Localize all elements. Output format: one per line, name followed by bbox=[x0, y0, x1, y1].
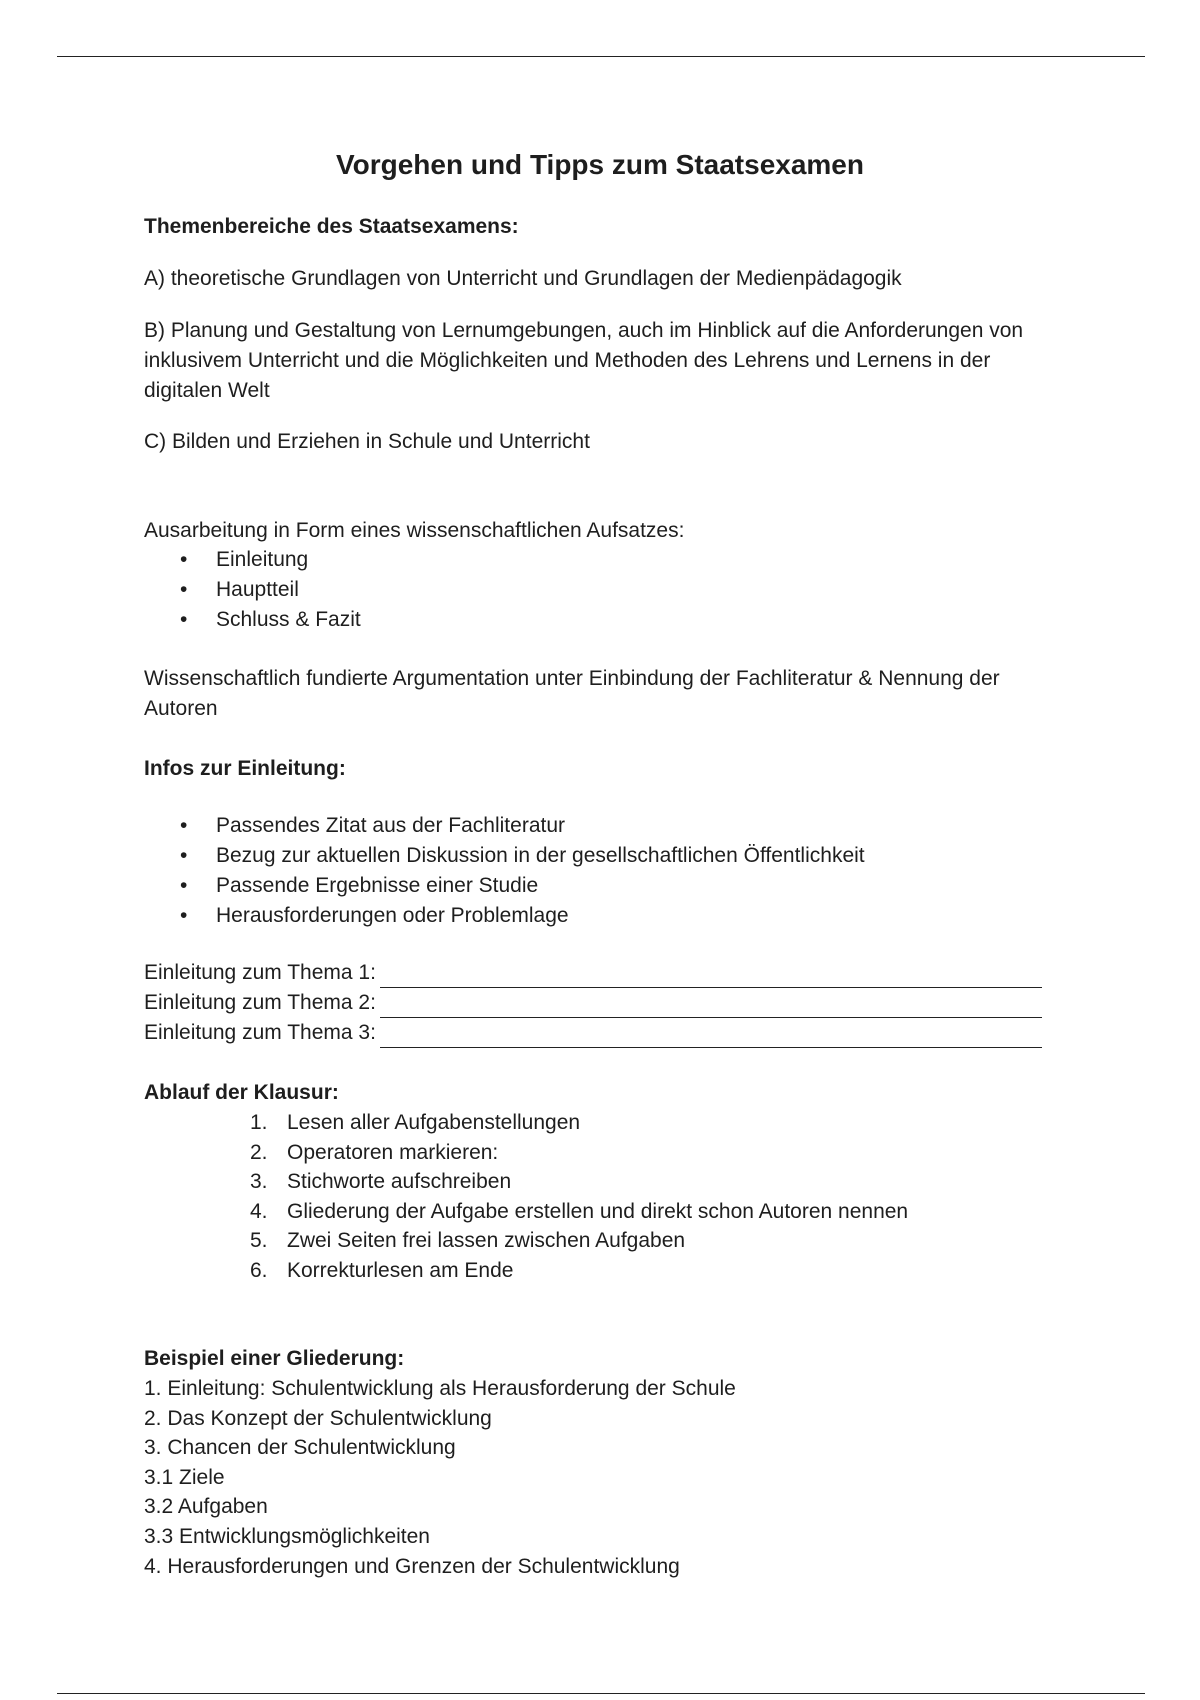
themen-heading: Themenbereiche des Staatsexamens: bbox=[144, 215, 519, 238]
list-item: • Einleitung bbox=[144, 545, 1064, 575]
einleitung-heading: Infos zur Einleitung: bbox=[144, 757, 346, 780]
einleitung-lines bbox=[144, 958, 1064, 1048]
fill-line[interactable] bbox=[380, 1025, 1042, 1048]
list-item: • Passendes Zitat aus der Fachliteratur bbox=[144, 811, 1064, 841]
step-number: 5. bbox=[250, 1229, 268, 1252]
argumentation-text: Wissenschaftlich fundierte Argumentation unter Einbindung der Fachliteratur & Nennung der Autoren bbox=[144, 667, 1000, 720]
fill-line-row bbox=[144, 988, 1064, 1018]
ablauf-heading: Ablauf der Klausur: bbox=[144, 1081, 339, 1104]
list-item: 3.3 Entwicklungsmöglichkeiten bbox=[144, 1524, 430, 1548]
step-number: 6. bbox=[250, 1258, 268, 1282]
ablauf-list bbox=[144, 1108, 1064, 1285]
list-item bbox=[144, 1256, 1064, 1286]
step-number: 2. bbox=[250, 1140, 268, 1164]
document-title: Vorgehen und Tipps zum Staatsexamen bbox=[336, 149, 864, 180]
bottom-rule bbox=[57, 1693, 1145, 1694]
list-item: 2. Das Konzept der Schulentwicklung bbox=[144, 1406, 492, 1430]
fill-line[interactable] bbox=[380, 965, 1042, 988]
ausarbeitung-list bbox=[144, 545, 1064, 635]
fill-line[interactable] bbox=[380, 995, 1042, 1018]
list-item bbox=[144, 1226, 1064, 1256]
step-number: 1. bbox=[250, 1111, 268, 1134]
list-item: • Hauptteil bbox=[144, 575, 1064, 605]
list-item: 3. Chancen der Schulentwicklung bbox=[144, 1436, 456, 1460]
gliederung-list bbox=[144, 1374, 1064, 1581]
list-item: • Schluss & Fazit bbox=[144, 605, 1064, 635]
step-number: 4. bbox=[250, 1199, 268, 1223]
fill-line-row bbox=[144, 958, 1064, 988]
fill-line-label: Einleitung zum Thema 2: bbox=[144, 991, 376, 1014]
list-item: 3.1 Ziele bbox=[144, 1465, 225, 1489]
step-text: Korrekturlesen am Ende bbox=[287, 1258, 514, 1282]
step-text: Stichworte aufschreiben bbox=[287, 1170, 512, 1193]
list-item: • Herausforderungen oder Problemlage bbox=[144, 901, 1064, 931]
themen-a: A) theoretische Grundlagen von Unterricht und Grundlagen der Medienpädagogik bbox=[144, 267, 902, 290]
step-text: Zwei Seiten frei lassen zwischen Aufgaben bbox=[287, 1229, 686, 1252]
themen-b: B) Planung und Gestaltung von Lernumgebungen, auch im Hinblick auf die Anforderungen von inklusivem Unterricht und die Möglichkeiten und Methoden des Lehrens und Lernens in der digitalen Welt bbox=[144, 319, 1024, 402]
step-text: Gliederung der Aufgabe erstellen und direkt schon Autoren nennen bbox=[287, 1199, 909, 1223]
step-number: 3. bbox=[250, 1170, 268, 1193]
list-item: 4. Herausforderungen und Grenzen der Schulentwicklung bbox=[144, 1554, 680, 1578]
ausarbeitung-intro: Ausarbeitung in Form eines wissenschaftlichen Aufsatzes: bbox=[144, 519, 685, 542]
fill-line-label: Einleitung zum Thema 1: bbox=[144, 961, 376, 984]
list-item bbox=[144, 1138, 1064, 1168]
gliederung-heading: Beispiel einer Gliederung: bbox=[144, 1347, 405, 1370]
list-item: 3.2 Aufgaben bbox=[144, 1495, 268, 1519]
list-item: 1. Einleitung: Schulentwicklung als Herausforderung der Schule bbox=[144, 1377, 736, 1400]
list-item bbox=[144, 1108, 1064, 1138]
list-item bbox=[144, 1197, 1064, 1227]
step-text: Lesen aller Aufgabenstellungen bbox=[287, 1111, 581, 1134]
step-text: Operatoren markieren: bbox=[287, 1140, 499, 1164]
fill-line-row bbox=[144, 1018, 1064, 1048]
fill-line-label: Einleitung zum Thema 3: bbox=[144, 1021, 376, 1044]
einleitung-list bbox=[144, 811, 1064, 931]
themen-c: C) Bilden und Erziehen in Schule und Unterricht bbox=[144, 430, 590, 453]
list-item: • Passende Ergebnisse einer Studie bbox=[144, 871, 1064, 901]
list-item bbox=[144, 1167, 1064, 1197]
top-rule bbox=[57, 56, 1145, 57]
list-item: • Bezug zur aktuellen Diskussion in der gesellschaftlichen Öffentlichkeit bbox=[144, 841, 1064, 871]
